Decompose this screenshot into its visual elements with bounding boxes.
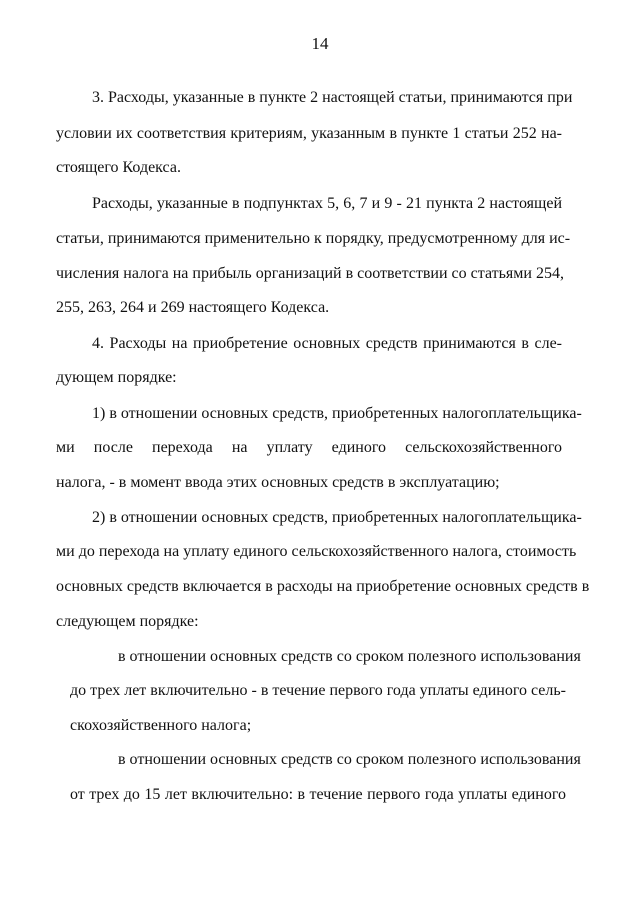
text-line: числения налога на прибыль организаций в соответствии со статьями 254, — [56, 265, 564, 282]
text-line: 4. Расходы на приобретение основных средств принимаются в сле- — [92, 335, 562, 352]
text-line: дующем порядке: — [56, 369, 177, 386]
text-line: 255, 263, 264 и 269 настоящего Кодекса. — [56, 299, 330, 316]
text-line: 1) в отношении основных средств, приобретенных налогоплательщика- — [92, 405, 582, 422]
text-line: до трех лет включительно - в течение первого года уплаты единого сель- — [70, 682, 566, 699]
text-line: скохозяйственного налога; — [70, 717, 252, 734]
text-line: 3. Расходы, указанные в пункте 2 настоящей статьи, принимаются при — [92, 89, 573, 106]
text-line: налога, - в момент ввода этих основных средств в эксплуатацию; — [56, 474, 500, 491]
text-line: стоящего Кодекса. — [56, 159, 181, 176]
text-line: в отношении основных средств со сроком полезного использования — [118, 648, 581, 665]
text-line: Расходы, указанные в подпунктах 5, 6, 7 и 9 - 21 пункта 2 настоящей — [92, 195, 562, 212]
text-line: условии их соответствия критериям, указанным в пункте 1 статьи 252 на- — [56, 125, 562, 142]
text-line: от трех до 15 лет включительно: в течение первого года уплаты единого — [70, 786, 566, 803]
text-line: ми до перехода на уплату единого сельскохозяйственного налога, стоимость — [56, 543, 577, 560]
text-line: 2) в отношении основных средств, приобретенных налогоплательщика- — [92, 509, 582, 526]
text-line: ми после перехода на уплату единого сельскохозяйственного — [56, 439, 562, 456]
text-line: следующем порядке: — [56, 613, 199, 630]
text-line: в отношении основных средств со сроком полезного использования — [118, 751, 581, 768]
text-line: статьи, принимаются применительно к порядку, предусмотренному для ис- — [56, 230, 571, 247]
page-number: 14 — [311, 34, 329, 53]
text-line: основных средств включается в расходы на приобретение основных средств в — [56, 578, 590, 595]
